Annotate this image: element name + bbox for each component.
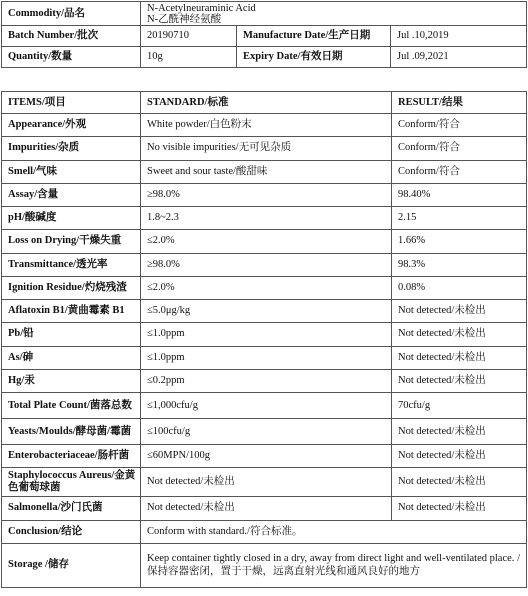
table-row xyxy=(2,445,527,468)
item-cell: Impurities/杂质 xyxy=(2,137,141,160)
storage-label: Storage /储存 xyxy=(2,543,141,587)
result-cell: 98.3% xyxy=(392,253,527,276)
standard-cell: ≥98.0% xyxy=(141,183,392,206)
item-cell: Staphylococcus Aureus/金黄色葡萄球菌 xyxy=(2,468,141,497)
expiry-date-label: Expiry Date/有效日期 xyxy=(237,47,391,68)
table-row xyxy=(2,346,527,369)
table-row xyxy=(2,393,527,419)
manufacture-date-value: Jul .10,2019 xyxy=(391,26,527,47)
item-cell: Transmittance/透光率 xyxy=(2,253,141,276)
commodity-label: Commodity/品名 xyxy=(2,2,141,26)
conclusion-row xyxy=(2,520,527,543)
expiry-date-value: Jul .09,2021 xyxy=(391,47,527,68)
result-cell: 0.08% xyxy=(392,276,527,299)
item-cell: Enterobacteriaceae/肠杆菌 xyxy=(2,445,141,468)
commodity-value-cn: N-乙酰神经氨酸 xyxy=(147,13,222,25)
standard-cell: ≤100cfu/g xyxy=(141,419,392,445)
item-cell: Loss on Drying/干燥失重 xyxy=(2,230,141,253)
commodity-row xyxy=(2,2,527,26)
item-cell: Aflatoxin B1/黄曲霉素 B1 xyxy=(2,300,141,323)
item-cell: Appearance/外观 xyxy=(2,114,141,137)
standard-cell: ≤1.0ppm xyxy=(141,323,392,346)
item-cell: Hg/汞 xyxy=(2,369,141,392)
standard-cell: Not detected/未检出 xyxy=(141,497,392,520)
column-header-result: RESULT/结果 xyxy=(392,92,527,114)
standard-cell: ≤2.0% xyxy=(141,276,392,299)
result-cell: Not detected/未检出 xyxy=(392,419,527,445)
standard-cell: ≤2.0% xyxy=(141,230,392,253)
table-row xyxy=(2,497,527,520)
standard-cell: 1.8~2.3 xyxy=(141,207,392,230)
table-row xyxy=(2,183,527,206)
table-row xyxy=(2,207,527,230)
product-info-table xyxy=(1,1,527,68)
table-row xyxy=(2,419,527,445)
table-row xyxy=(2,114,527,137)
item-cell: Ignition Residue/灼烧残渣 xyxy=(2,276,141,299)
result-cell: Conform/符合 xyxy=(392,114,527,137)
result-cell: Not detected/未检出 xyxy=(392,369,527,392)
item-cell: pH/酸碱度 xyxy=(2,207,141,230)
item-cell: Yeasts/Moulds/酵母菌/霉菌 xyxy=(2,419,141,445)
result-cell: Not detected/未检出 xyxy=(392,346,527,369)
storage-value: Keep container tightly closed in a dry, away from direct light and well-ventilated place. /保持容器密闭，置于干燥，远离直射光线和通风良好的地方 xyxy=(141,543,527,587)
standard-cell: ≤0.2ppm xyxy=(141,369,392,392)
result-cell: Not detected/未检出 xyxy=(392,323,527,346)
table-row xyxy=(2,468,527,497)
standard-cell: No visible impurities/无可见杂质 xyxy=(141,137,392,160)
result-cell: Not detected/未检出 xyxy=(392,497,527,520)
column-header-standard: STANDARD/标准 xyxy=(141,92,392,114)
item-cell: Salmonella/沙门氏菌 xyxy=(2,497,141,520)
table-row xyxy=(2,276,527,299)
quantity-label: Quantity/数量 xyxy=(2,47,141,68)
standard-cell: ≤60MPN/100g xyxy=(141,445,392,468)
batch-row xyxy=(2,26,527,47)
table-row xyxy=(2,323,527,346)
item-cell: Total Plate Count/菌落总数 xyxy=(2,393,141,419)
result-cell: Not detected/未检出 xyxy=(392,300,527,323)
conclusion-label: Conclusion/结论 xyxy=(2,520,141,543)
item-cell: Assay/含量 xyxy=(2,183,141,206)
result-cell: Conform/符合 xyxy=(392,160,527,183)
table-row xyxy=(2,253,527,276)
table-row xyxy=(2,230,527,253)
standard-cell: ≤5.0μg/kg xyxy=(141,300,392,323)
commodity-value xyxy=(141,2,527,26)
manufacture-date-label: Manufacture Date/生产日期 xyxy=(237,26,391,47)
item-cell: As/砷 xyxy=(2,346,141,369)
batch-value: 20190710 xyxy=(141,26,237,47)
commodity-value-en: N-Acetylneuraminic Acid xyxy=(147,2,256,14)
result-cell: Conform/符合 xyxy=(392,137,527,160)
result-cell: 98.40% xyxy=(392,183,527,206)
result-cell: 70cfu/g xyxy=(392,393,527,419)
table-row xyxy=(2,300,527,323)
conclusion-value: Conform with standard./符合标准。 xyxy=(141,520,527,543)
standard-cell: ≤1.0ppm xyxy=(141,346,392,369)
standard-cell: ≤1,000cfu/g xyxy=(141,393,392,419)
standard-cell: White powder/白色粉末 xyxy=(141,114,392,137)
table-row xyxy=(2,137,527,160)
standard-cell: Not detected/未检出 xyxy=(141,468,392,497)
quantity-row xyxy=(2,47,527,68)
item-cell: Pb/铅 xyxy=(2,323,141,346)
result-cell: Not detected/未检出 xyxy=(392,445,527,468)
standard-cell: Sweet and sour taste/酸甜味 xyxy=(141,160,392,183)
item-cell: Smell/气味 xyxy=(2,160,141,183)
table-row xyxy=(2,160,527,183)
storage-row xyxy=(2,543,527,587)
quantity-value: 10g xyxy=(141,47,237,68)
result-cell: 2.15 xyxy=(392,207,527,230)
result-cell: 1.66% xyxy=(392,230,527,253)
result-cell: Not detected/未检出 xyxy=(392,468,527,497)
table-row xyxy=(2,369,527,392)
standard-cell: ≥98.0% xyxy=(141,253,392,276)
table-header-row xyxy=(2,92,527,114)
batch-label: Batch Number/批次 xyxy=(2,26,141,47)
test-results-table xyxy=(1,91,527,588)
column-header-items: ITEMS/项目 xyxy=(2,92,141,114)
